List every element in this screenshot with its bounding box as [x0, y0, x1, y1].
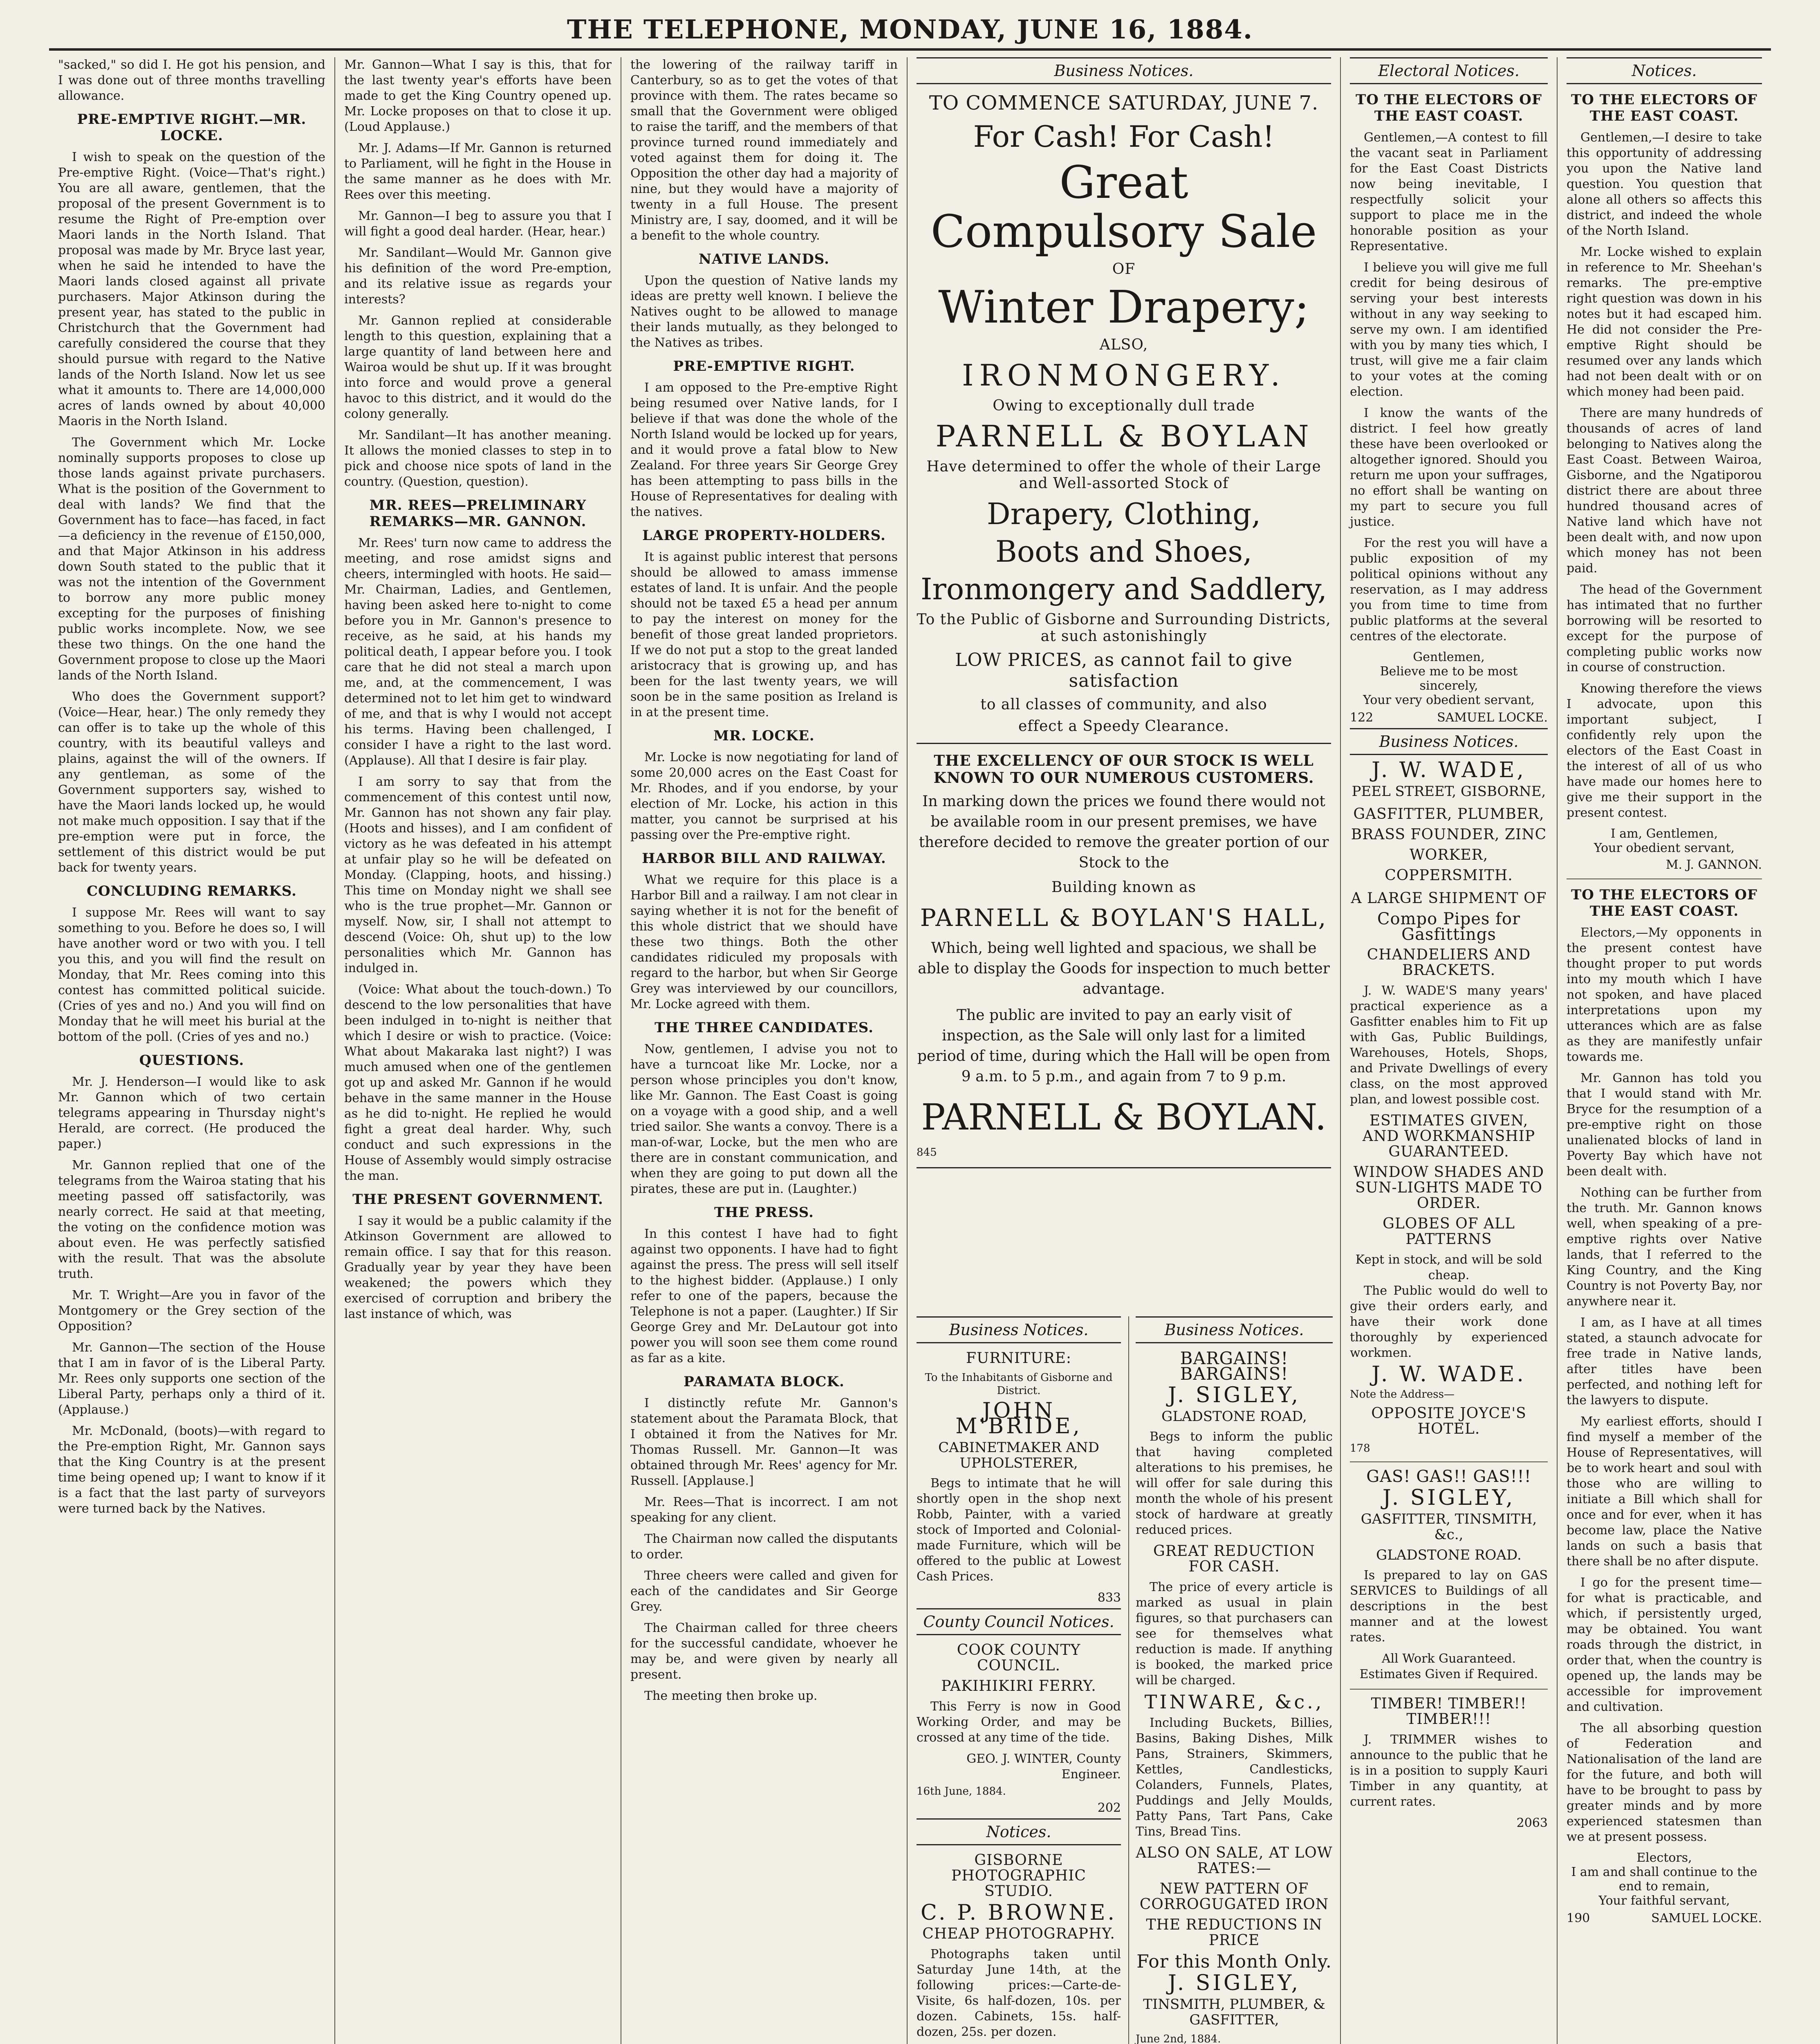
ad-firm-name: JOHN M'BRIDE,	[955, 1399, 1082, 1439]
article-paragraph: Mr. Gannon—I beg to assure you that I will fight a good deal harder. (Hear, hear.)	[344, 209, 612, 239]
divider	[1350, 1689, 1548, 1690]
ad-line: WINDOW SHADES AND SUN-LIGHTS MADE TO ORDER.	[1353, 1164, 1544, 1212]
ad-headline: Drapery, Clothing,	[986, 497, 1261, 531]
ad-line: OPPOSITE JOYCE'S HOTEL.	[1371, 1405, 1526, 1437]
ad-reference: 190	[1567, 1911, 1590, 1925]
ad-reference: 2063	[1516, 1816, 1548, 1830]
article-paragraph: Who does the Government support? (Voice—Hear, hear.) The only remedy they can offer is to take up the whole of this country, with its beautiful valleys and plains, against the will of the owners. If any gentleman, as some of the Government supporters say, wished to have the Maori lands locked up, he would not make much opposition. I say that if the pre-emption were put in force, the settlement of this district would be put back for twenty years.	[58, 690, 325, 875]
article-paragraph: Mr. J. Adams—If Mr. Gannon is returned to Parliament, will he fight in the House in the same manner as he does with Mr. Rees over this meeting.	[344, 141, 612, 202]
ad-line: ALSO,	[1099, 336, 1148, 353]
ad-reference: 122	[1350, 710, 1374, 725]
ad-paragraph: The price of every article is marked as usual in plain figures, so that purchasers can see for themselves what reduction is made. If anything is booked, the marked price will be charged.	[1136, 1580, 1333, 1688]
ad-date: 16th June, 1884.	[917, 1785, 1006, 1797]
article-paragraph: I go for the present time—for what is practicable, and which, if persistently urged, may be obtained. You want roads through the district, in order that, when the country is opened up, the lands may be accessible for improvement and cultivation.	[1567, 1576, 1762, 1714]
article-paragraph: The head of the Government has intimated that no further borrowing will be resorted to except for the purpose of completing public works now in course of construction.	[1567, 583, 1762, 675]
ad-paragraph: This Ferry is now in Good Working Order, and may be crossed at any time of the tide.	[917, 1699, 1121, 1745]
ad-line: ESTIMATES GIVEN, AND WORKMANSHIP GUARANTEED.	[1362, 1112, 1535, 1160]
article-subheading: MR. LOCKE.	[713, 728, 815, 744]
ad-line: GLOBES OF ALL PATTERNS	[1383, 1215, 1515, 1248]
article-paragraph: Gentlemen,—A contest to fill the vacant seat in Parliament for the East Coast Districts now being inevitable, I respectfully solicit your support to place me in the honorable position as your Representative.	[1350, 130, 1548, 253]
ad-line: All Work Guaranteed.	[1381, 1652, 1516, 1666]
article-subheading: PRE-EMPTIVE RIGHT.—MR. LOCKE.	[77, 111, 307, 144]
article-paragraph: Gentlemen,—I desire to take this opportunity of addressing you upon the Native land question. You question that alone all others so affects this district, and indeed the whole of the North Island.	[1567, 130, 1762, 238]
article-paragraph: Nothing can be further from the truth. Mr. Gannon knows well, when speaking of a pre-emptive rights over Native lands, that I referred to the King Country, and the King Country is not Poverty Bay, nor anywhere near it.	[1567, 1186, 1762, 1309]
article-paragraph: I suppose Mr. Rees will want to say something to you. Before he does so, I will have another word or two with you. I tell you this, and you will find the result on Monday, that Mr. Rees coming into this contest has committed political suicide. (Cries of yes and no.) And you will find on Monday that he will meet his burial at the bottom of the poll. (Cries of yes and no.)	[58, 905, 325, 1044]
article-paragraph: Mr. Rees' turn now came to address the meeting, and rose amidst signs and cheers, intermingled with hoots. He said—Mr. Chairman, Ladies, and Gentlemen, having been asked here to-night to come before you in Mr. Gannon's presence to receive, as he said, at his hands my political death, I appear before you. I took care that he did not steal a march upon me, and, at the commencement, I was determined not to let him get to windward of me, and that is why I would not accept his terms. Having been challenged, I consider I have a right to the last word. (Applause). All that I desire is fair play.	[344, 536, 612, 768]
ad-line: Owing to exceptionally dull trade	[993, 397, 1255, 414]
ad-paragraph: The public are invited to pay an early visit of inspection, as the Sale will only last for a limited period of time, during which the Hall will be open from 9 a.m. to 5 p.m., and again from 7 to 9 p.m.	[917, 1007, 1331, 1085]
article-subheading: CONCLUDING REMARKS.	[86, 883, 297, 899]
section-header: County Council Notices.	[917, 1608, 1121, 1635]
article-paragraph: The all absorbing question of Federation and Nationalisation of the land are for the future, and both will have to be brought to pass by greater minds and by more experienced statesmen than we at present possess.	[1567, 1721, 1762, 1844]
ad-line: THE REDUCTIONS IN PRICE	[1146, 1916, 1322, 1949]
newspaper-columns	[49, 57, 1771, 2044]
article-paragraph: the lowering of the railway tariff in Canterbury, so as to get the votes of that province with them. The rates became so small that the Government were obliged to raise the tariff, and the members of that province turned round immediately and voted against them for doing it. The Opposition the other day had a majority of nine, but they would have a majority of twenty in a full House. The present Ministry are, I say, doomed, and it will be a benefit to the whole country.	[630, 58, 898, 243]
signature-name: SAMUEL LOCKE.	[1651, 1911, 1762, 1925]
ad-firm-name: PARNELL & BOYLAN.	[921, 1096, 1327, 1138]
advert-mcbride	[917, 1351, 1121, 1606]
article-subheading: THE THREE CANDIDATES.	[654, 1020, 874, 1036]
divider	[1350, 1461, 1548, 1462]
column-1	[49, 57, 335, 2044]
ad-headline: IRONMONGERY.	[962, 358, 1286, 392]
article-subheading: MR. REES—PRELIMINARY REMARKS—MR. GANNON.	[369, 497, 587, 530]
ad-paragraph: Begs to inform the public that having completed alterations to his premises, he will offer for sale during this month the whole of his present stock of hardware at greatly reduced prices.	[1136, 1430, 1333, 1537]
signoff-line: Your very obedient servant,	[1363, 693, 1535, 707]
column-2	[335, 57, 621, 2044]
ad-firm-name: C. P. BROWNE.	[921, 1901, 1117, 1925]
article-paragraph: Three cheers were called and given for each of the candidates and Sir George Grey.	[630, 1569, 898, 1614]
article-paragraph: Mr. Locke wished to explain in reference to Mr. Sheehan's remarks. The pre-emptive right question was down in his notes but it had escaped him. He did not consider the Pre-emptive Right should be resumed over any lands which had not been dealt with or on which money had been paid.	[1567, 245, 1762, 399]
ad-headline: TINWARE, &c.,	[1144, 1691, 1324, 1713]
ad-line: For Cash! For Cash!	[973, 119, 1275, 154]
ad-line: to all classes of community, and also	[980, 696, 1267, 713]
article-paragraph: Now, gentlemen, I advise you not to have a turncoat like Mr. Locke, nor a person whose principles you don't know, like Mr. Gannon. The East Coast is going on a voyage with a good ship, and a well tried sailor. She wants a convoy. There is a man-of-war, Locke, but the men who are there are in constant communication, and when they are going to put down all the pirates, these are put in. (Laughter.)	[630, 1042, 898, 1196]
signoff-line: I am, Gentlemen,	[1610, 827, 1718, 841]
ad-line: GREAT REDUCTION FOR CASH.	[1153, 1543, 1315, 1575]
signoff-line: I am and shall continue to the end to remain,	[1571, 1865, 1757, 1894]
ad-line: GASFITTER, PLUMBER, BRASS FOUNDER, ZINC WORKER, COPPERSMITH.	[1351, 806, 1547, 884]
article-paragraph: I am opposed to the Pre-emptive Right being resumed over Native lands, for I believe if that was done the whole of the North Island would be locked up for years, and it would prove a fatal blow to New Zealand. For three years Sir George Grey has been attempting to pass bills in the House of Representatives for dealing with the natives.	[630, 381, 898, 519]
article-paragraph: In this contest I have had to fight against two opponents. I have had to fight against the press. The press will sell itself to the highest bidder. (Applause.) I only refer to one of the papers, because the Telephone is not a paper. (Laughter.) If Sir George Grey and Mr. DeLautour got into power you will soon see them come round as far as a kite.	[630, 1227, 898, 1365]
ad-reference: 202	[1097, 1801, 1121, 1815]
article-paragraph: Mr. Gannon—What I say is this, that for the last twenty year's efforts have been made to get the King Country opened up. Mr. Locke proposes on that to close it up. (Loud Applause.)	[344, 58, 612, 134]
article-paragraph: Mr. Gannon replied that one of the telegrams from the Wairoa stating that his meeting passed off satisfactorily, was nearly correct. He said at that meeting, the voting on the confidence motion was about even. He was perfectly satisfied with the result. That was the absolute truth.	[58, 1158, 325, 1281]
advert-ferry	[917, 1643, 1121, 1816]
ad-paragraph: J. W. WADE'S many years' practical experience as a Gasfitter enables him to Fit up with Gas, Public Buildings, Warehouses, Hotels, Shops, and Private Dwellings of every class, on the most approved plan, and lowest possible cost.	[1350, 984, 1548, 1107]
article-subheading: NATIVE LANDS.	[699, 251, 829, 267]
ad-paragraph: Begs to intimate that he will shortly open in the shop next Robb, Painter, with a varied stock of Imported and Colonial-made Furniture, which will be offered to the public at Lowest Cash Prices.	[917, 1476, 1121, 1584]
article-subheading: HARBOR BILL AND RAILWAY.	[642, 850, 886, 867]
ad-paragraph: Which, being well lighted and spacious, we shall be able to display the Goods for inspection to much better advantage.	[918, 940, 1330, 997]
signoff-line: Electors,	[1636, 1851, 1692, 1865]
article-paragraph: Mr. Gannon—The section of the House that I am in favor of is the Liberal Party. Mr. Rees only supports one section of the Liberal Party, perhaps only a third of it. (Applause.)	[58, 1340, 325, 1417]
ad-line: CHANDELIERS AND BRACKETS.	[1367, 946, 1531, 979]
article-paragraph: The Chairman called for three cheers for the successful candidate, whoever he may be, and were given by nearly all present.	[630, 1621, 898, 1682]
ad-line: OF	[1112, 261, 1136, 278]
ad-line: Note the Address—	[1350, 1388, 1455, 1401]
article-paragraph: Mr. Sandilant—It has another meaning. It allows the monied classes to step in to pick and choose nice spots of land in the country. (Question, question).	[344, 428, 612, 489]
article-paragraph: Mr. Sandilant—Would Mr. Gannon give his definition of the word Pre-emption, and its relative issue as regards your interests?	[344, 246, 612, 307]
ad-firm-name: J. W. WADE.	[1372, 1362, 1526, 1387]
ad-line: LOW PRICES, as cannot fail to give satisfaction	[955, 650, 1293, 691]
ad-line: Kept in stock, and will be sold cheap.	[1355, 1253, 1542, 1282]
ad-firm-name: J. W. WADE,	[1372, 758, 1526, 782]
section-header: Notices.	[1567, 57, 1762, 84]
advert-gas	[1350, 1469, 1548, 1682]
ads-subcolumn-right	[1128, 1316, 1333, 2044]
ad-paragraph: Is prepared to lay on GAS SERVICES to Buildings of all descriptions in the best manner and at the lowest rates.	[1350, 1568, 1548, 1645]
signature-name: M. J. GANNON.	[1665, 858, 1762, 872]
article-paragraph: I believe you will give me full credit for being desirous of serving your best interests without in any way seeking to serve my own. I am identified with you by many ties which, I trust, will give me a fair claim to your votes at the coming election.	[1350, 260, 1548, 399]
article-subheading: PRE-EMPTIVE RIGHT.	[673, 358, 855, 374]
article-subheading: THE PRESS.	[714, 1204, 814, 1221]
article-paragraph: What we require for this place is a Harbor Bill and a railway. I am not clear in saying whether it is not for the benefit of this whole district that we should have these two things. Both the other candidates ridiculed my proposals with regard to the harbor, but when Sir George Grey was interviewed by our councillors, Mr. Locke agreed with them.	[630, 873, 898, 1011]
signoff-row	[1567, 1911, 1762, 1925]
column-4-ads	[908, 57, 1341, 2044]
masthead	[49, 11, 1771, 51]
signature-name: SAMUEL LOCKE.	[1437, 710, 1548, 725]
ad-headline: Compo Pipes for Gasfittings	[1377, 910, 1521, 944]
article-paragraph: It is against public interest that persons should be allowed to amass immense estates of land. It is unfair. And the people should not be taxed £5 a head per annum to pay the interest on money for the benefit of those great landed proprietors. If we do not put a stop to the great landed aristocracy that is growing up, and has been for the last twenty years, we will soon be in the same position as Ireland is in at the present time.	[630, 550, 898, 719]
ad-line: TINSMITH, PLUMBER, & GASFITTER,	[1143, 1996, 1325, 2028]
ad-line: A LARGE SHIPMENT OF	[1351, 890, 1547, 907]
ad-firm-name: J. SIGLEY,	[1168, 1971, 1301, 1995]
page-title: THE TELEPHONE, MONDAY, JUNE 16, 1884.	[567, 14, 1253, 45]
ad-line: Have determined to offer the whole of their Large and Well-assorted Stock of	[926, 458, 1321, 492]
article-paragraph: For the rest you will have a public exposition of my political opinions without any reservation, as I may address you from time to time from public platforms at the several centres of the electorate.	[1350, 536, 1548, 643]
ad-line: Building known as	[1051, 879, 1196, 896]
ad-paragraph: The Public would do well to give their orders early, and have their work done thoroughly by experienced workmen.	[1350, 1284, 1548, 1360]
ad-headline: BARGAINS! BARGAINS!	[1180, 1348, 1289, 1384]
ad-firm-name: J. SIGLEY,	[1168, 1383, 1301, 1407]
section-header: Electoral Notices.	[1350, 57, 1548, 84]
ad-signature: GEO. J. WINTER, County Engineer.	[966, 1752, 1121, 1782]
section-header: Business Notices.	[917, 1316, 1121, 1343]
article-paragraph: I say it would be a public calamity if the Atkinson Government are allowed to remain office. I say that for this reason. Gradually year by year they have been weakened; the powers which they exercised of corruption and bribery the last instance of which, was	[344, 1214, 612, 1321]
ad-line: effect a Speedy Clearance.	[1018, 718, 1229, 735]
article-paragraph: Mr. Gannon has told you that I would stand with Mr. Bryce for the resumption of a pre-emptive right on those unalienated blocks of land in Poverty Bay which have not been dealt with.	[1567, 1071, 1762, 1179]
ad-line: CABINETMAKER AND UPHOLSTERER,	[938, 1439, 1099, 1471]
ad-headline: Winter Drapery;	[938, 281, 1309, 333]
article-paragraph: Mr. Rees—That is incorrect. I am not speaking for any client.	[630, 1495, 898, 1525]
ad-headline: TIMBER! TIMBER!! TIMBER!!!	[1371, 1695, 1527, 1728]
article-paragraph: There are many hundreds of thousands of acres of land belonging to Natives along the East Coast. Between Wairoa, Gisborne, and the Ngatiporou district there are about three hundred thousand acres of Native land which have not been dealt with, and now upon which money has not been paid.	[1567, 406, 1762, 576]
ad-firm-name: PARNELL & BOYLAN	[935, 419, 1312, 453]
ad-reference: 178	[1350, 1442, 1370, 1455]
signoff-line: Believe me to be most sincerely,	[1380, 664, 1518, 693]
divider	[917, 1167, 1331, 1168]
article-paragraph: I wish to speak on the question of the Pre-emptive Right. (Voice—That's right.) You are all aware, gentlemen, that the proposal of the present Government is to resume the Right of Pre-emption over Maori lands in the North Island. That proposal was made by Mr. Bryce last year, when he said he intended to have the Maori lands closed against all private purchasers. Major Atkinson during the present year, has stated to the public in Christchurch that the Government had carefully considered the course that they should pursue with regard to the Native lands of the North Island. Now let us see what it amounts to. There are 14,000,000 acres of lands owned by about 40,000 Maoris in the North Island.	[58, 150, 325, 428]
signoff-line: Your obedient servant,	[1594, 841, 1735, 855]
ad-line: To the Public of Gisborne and Surrounding Districts, at such astonishingly	[917, 611, 1331, 645]
article-paragraph: Upon the question of Native lands my ideas are pretty well known. I believe the Natives ought to be allowed to manage their lands mutually, as they belonged to the Natives as tribes.	[630, 273, 898, 350]
article-subheading: QUESTIONS.	[139, 1052, 244, 1069]
ad-line: ALSO ON SALE, AT LOW RATES:—	[1136, 1845, 1333, 1877]
ad-line: THE EXCELLENCY OF OUR STOCK IS WELL KNOWN TO OUR NUMEROUS CUSTOMERS.	[933, 752, 1314, 787]
article-subheading: LARGE PROPERTY-HOLDERS.	[642, 527, 886, 544]
article-paragraph: The Chairman now called the disputants to order.	[630, 1532, 898, 1562]
signoff-line: Gentlemen,	[1413, 650, 1485, 664]
article-subheading: PARAMATA BLOCK.	[684, 1374, 845, 1390]
article-subheading: THE PRESENT GOVERNMENT.	[352, 1191, 603, 1208]
ad-line: PEEL STREET, GISBORNE,	[1352, 783, 1546, 800]
ad-line: PAKIHIKIRI FERRY.	[941, 1678, 1096, 1694]
divider	[917, 743, 1331, 744]
article-paragraph: I distinctly refute Mr. Gannon's statement about the Paramata Block, that I obtained it from the Natives for Mr. Thomas Russell. Mr. Gannon—It was obtained through Mr. Rees' agency for Mr. Russell. [Applause.]	[630, 1396, 898, 1488]
article-paragraph: Mr. McDonald, (boots)—with regard to the Pre-emption Right, Mr. Gannon says that the King Country is at the present time being opened up; I want to know if it is a fact that the last party of surveyors were turned back by the Natives.	[58, 1424, 325, 1516]
section-header: Notices.	[917, 1818, 1121, 1845]
ad-line: GISBORNE PHOTOGRAPHIC STUDIO.	[951, 1852, 1086, 1900]
ads-subcolumn-left	[917, 1316, 1121, 2044]
ad-paragraph: In marking down the prices we found there would not be available room in our present premises, we have therefore decided to remove the greater portion of our Stock to the	[919, 793, 1329, 871]
article-paragraph: (Voice: What about the touch-down.) To descend to the low personalities that have been indulged in to-night is neither that which I desire or wish to practice. (Voice: What about Makaraka last night?) I was much amused when one of the gentlemen got up and asked Mr. Gannon if he would behave in the same manner in the House as he did to-night. He replied he would fight a great deal harder. Why, such conduct and such expressions in the House of Assembly would simply ostracise the man.	[344, 982, 612, 1183]
ad-line: To the Inhabitants of Gisborne and District.	[925, 1372, 1113, 1397]
article-paragraph: The Government which Mr. Locke nominally supports proposes to close up those lands against private purchasers. What is the position of the Government to deal with lands? We find that the Government has to face—has faced, in fact—a deficiency in the revenue of £150,000, and that Major Atkinson in his address down South stated to the public that it was not the intention of the Government to borrow any more public money excepting for the purposes of finishing public works incomplete. Now, we see these two things. On the one hand the Government propose to close up the Maori lands of the North Island.	[58, 435, 325, 683]
ad-line: GASFITTER, TINSMITH, &c.,	[1361, 1511, 1537, 1543]
column-6	[1558, 57, 1771, 2044]
ad-headline: GAS! GAS!! GAS!!!	[1366, 1467, 1531, 1486]
ad-headline: For this Month Only.	[1136, 1951, 1332, 1972]
ad-headline: Ironmongery and Saddlery,	[920, 572, 1327, 606]
article-paragraph: "sacked," so did I. He got his pension, and I was done out of three months travelling allowance.	[58, 58, 325, 103]
article-subheading: TO THE ELECTORS OF THE EAST COAST.	[1355, 92, 1542, 124]
section-header: Business Notices.	[1350, 728, 1548, 755]
ad-line: NEW PATTERN OF CORROGUGATED IRON	[1139, 1880, 1329, 1913]
article-subheading: TO THE ELECTORS OF THE EAST COAST.	[1571, 887, 1758, 919]
article-subheading: TO THE ELECTORS OF THE EAST COAST.	[1571, 92, 1758, 124]
section-header: Business Notices.	[1136, 1316, 1333, 1343]
ad-firm-name: J. SIGLEY,	[1382, 1486, 1515, 1510]
article-paragraph: Mr. Locke is now negotiating for land of some 20,000 acres on the East Coast for Mr. Rhodes, and if you endorse, by your election of Mr. Locke, his action in this matter, you cannot be surprised at his passing over the Pre-emptive right.	[630, 750, 898, 842]
ad-headline: Boots and Shoes,	[995, 534, 1253, 569]
ad-paragraph: J. TRIMMER wishes to announce to the public that he is in a position to supply Kauri Timber in any quantity, at current rates.	[1350, 1732, 1548, 1809]
advert-timber	[1350, 1696, 1548, 1831]
article-paragraph: I know the wants of the district. I feel how greatly these have been overlooked or altogether ignored. Should you return me upon your suffrages, no effort shall be wanting on my part to secure you full justice.	[1350, 406, 1548, 529]
ad-date: June 2nd, 1884.	[1136, 2033, 1221, 2044]
ad-line: GLADSTONE ROAD.	[1376, 1547, 1522, 1563]
column-3	[621, 57, 908, 2044]
advert-photo	[917, 1853, 1121, 2044]
article-paragraph: My earliest efforts, should I find myself a member of the House of Representatives, will be to work heart and soul with those who are willing to initiate a Bill which shall for once and for ever, when it has become law, place the Native lands on such a basis that there shall be no after dispute.	[1567, 1414, 1762, 1569]
article-paragraph: Mr. J. Henderson—I would like to ask Mr. Gannon which of two certain telegrams appearing in Thursday night's Herald, are correct. (He produced the paper.)	[58, 1075, 325, 1151]
signoff-line: Your faithful servant,	[1598, 1894, 1730, 1908]
article-paragraph: I am sorry to say that from the commencement of this contest until now, Mr. Gannon has not shown any fair play. (Hoots and hisses), and I am confident of victory as he was defeated in his attempt at unfair play so he will be defeated on Monday. (Clapping, hoots, and hissing.) This time on Monday night we shall see who is the true prophet—Mr. Gannon or myself. Now, sir, I shall not attempt to descend (Voice: Oh, shut up) to the low personalities which Mr. Gannon has indulged in.	[344, 775, 612, 975]
ad-line: FURNITURE:	[966, 1350, 1071, 1367]
article-paragraph: Mr. T. Wright—Are you in favor of the Montgomery or the Grey section of the Opposition?	[58, 1288, 325, 1334]
article-paragraph: I am, as I have at all times stated, a staunch advocate for free trade in Native lands, after titles have been perfected, and nothing left for the lawyers to dispute.	[1567, 1316, 1762, 1407]
ad-paragraph: Photographs taken until Saturday June 14th, at the following prices:—Carte-de-Visite, 6s half-dozen, 10s. per dozen. Cabinets, 15s. half-dozen, 25s. per dozen.	[917, 1947, 1121, 2039]
ad-reference: 845	[917, 1146, 937, 1159]
ad-headline: Great Compulsory Sale	[930, 156, 1317, 258]
ad-line: CHEAP PHOTOGRAPHY.	[922, 1925, 1115, 1942]
ad-reference: 833	[1097, 1591, 1121, 1605]
ad-firm-name: PARNELL & BOYLAN'S HALL,	[920, 904, 1328, 932]
ad-line: COOK COUNTY COUNCIL.	[957, 1642, 1081, 1674]
advert-wade	[1350, 758, 1548, 1455]
ad-line: GLADSTONE ROAD,	[1161, 1408, 1307, 1425]
section-header: Business Notices.	[917, 57, 1331, 84]
signoff-row	[1350, 710, 1548, 725]
column-5	[1341, 57, 1558, 2044]
advert-sigley	[1136, 1348, 1333, 2044]
ad-paragraph: Including Buckets, Billies, Basins, Baking Dishes, Milk Pans, Strainers, Skimmers, Kettles, Candlesticks, Colanders, Funnels, Plates, Puddings and Jelly Moulds, Patty Pans, Tart Pans, Cake Tins, Bread Tins.	[1136, 1716, 1333, 1839]
ad-line: Estimates Given if Required.	[1359, 1667, 1538, 1681]
ad-line: TO COMMENCE SATURDAY, JUNE 7.	[929, 92, 1319, 114]
article-paragraph: Mr. Gannon replied at considerable length to this question, explaining that a large quantity of land between here and Wairoa would be shut up. If it was brought into force and would prove a general havoc to this district, and it would do the colony generally.	[344, 314, 612, 421]
article-paragraph: Electors,—My opponents in the present contest have thought proper to put words into my mouth which I have not spoken, and have placed interpretations upon my utterances which are as false as they are manifestly unfair towards me.	[1567, 926, 1762, 1064]
article-paragraph: Knowing therefore the views I advocate, upon this important subject, I confidently rely upon the electors of the East Coast in the interest of all of us who have made our homes here to give me their support in the present contest.	[1567, 681, 1762, 820]
article-paragraph: The meeting then broke up.	[644, 1689, 818, 1703]
